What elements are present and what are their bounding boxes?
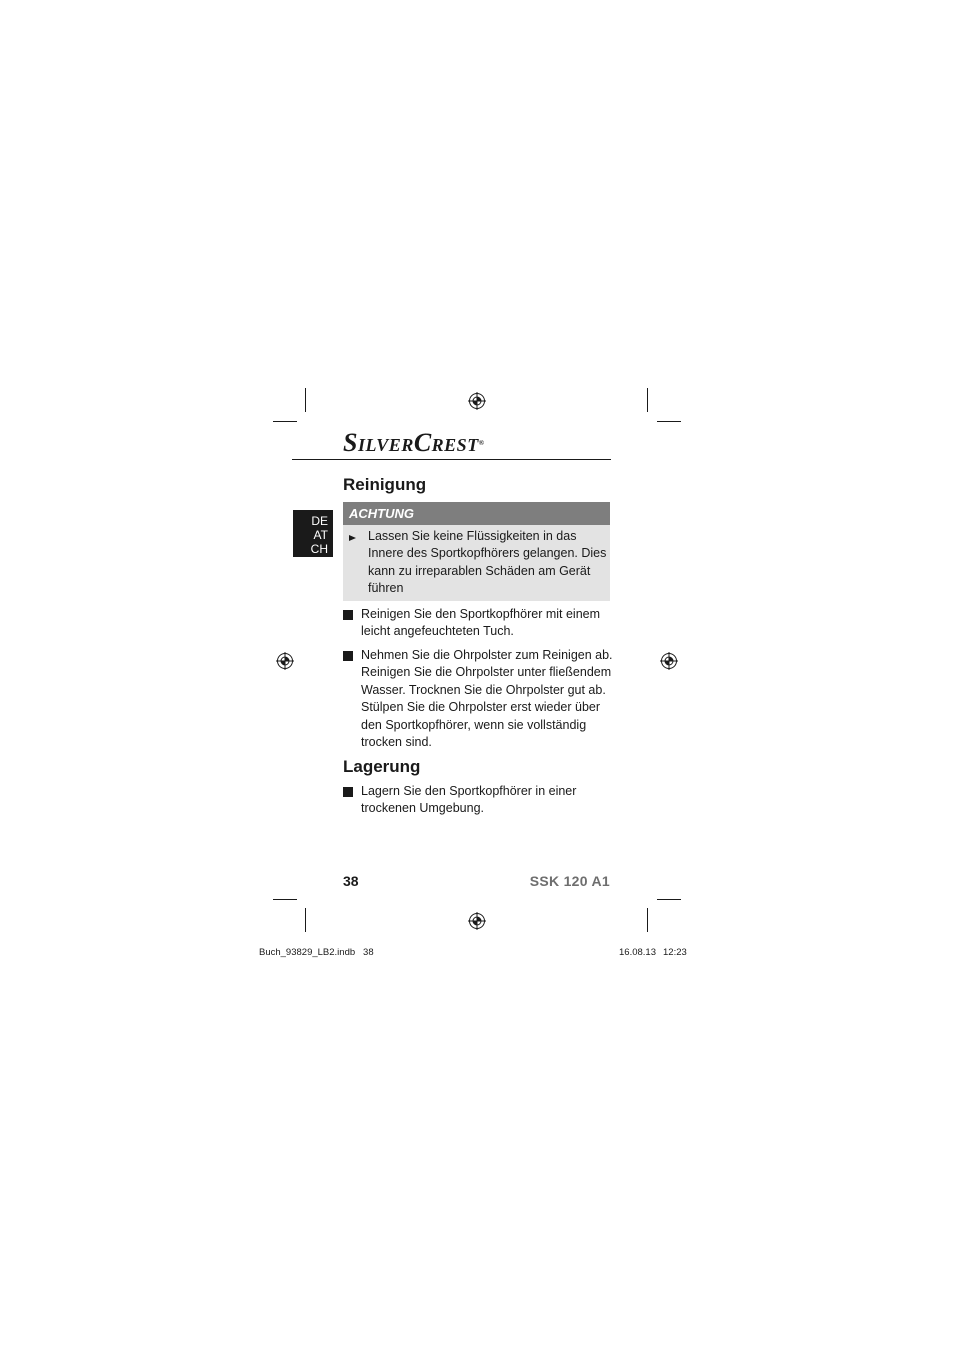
list-item-text: Nehmen Sie die Ohrpolster zum Reinigen ab. Reinigen Sie die Ohrpolster unter fließendem Wasser. Trocknen Sie die Ohrpolster gut ab. Stülpen Sie die Ohrpolster erst wieder über den Sportkopfhörer, wenn sie vollständig trocken sind. <box>361 648 613 750</box>
crop-mark-top-right-vertical <box>647 388 648 412</box>
warning-text: Lassen Sie keine Flüssigkeiten in das Innere des Sportkopfhörers gelangen. Dies kann zu irreparablen Schäden am Gerät führen <box>368 529 607 595</box>
list-item <box>343 783 613 818</box>
section-title-storage: Lagerung <box>343 757 421 776</box>
crop-mark-top-right-horizontal <box>657 421 681 422</box>
page-number: 38 <box>343 873 359 889</box>
crop-mark-bottom-left-horizontal <box>273 899 297 900</box>
crop-mark-top-left-horizontal <box>273 421 297 422</box>
registration-mark-icon <box>660 652 678 670</box>
list-item-text: Reinigen Sie den Sportkopfhörer mit einem leicht angefeuchteten Tuch. <box>361 607 601 639</box>
crop-mark-bottom-right-vertical <box>647 908 648 932</box>
registration-mark-icon <box>276 652 294 670</box>
language-code: DE <box>311 514 328 528</box>
square-bullet-icon <box>343 651 353 661</box>
warning-box <box>343 502 610 601</box>
arrow-right-icon <box>349 535 356 541</box>
registration-mark-icon <box>468 912 486 930</box>
warning-label: ACHTUNG <box>343 502 610 525</box>
print-slug-date: 16.08.13 <box>619 947 656 958</box>
registration-mark-icon <box>468 392 486 410</box>
crop-mark-bottom-left-vertical <box>305 908 306 932</box>
crop-mark-top-left-vertical <box>305 388 306 412</box>
header-rule <box>292 459 611 460</box>
warning-body <box>343 525 610 601</box>
language-tab <box>293 510 333 557</box>
square-bullet-icon <box>343 787 353 797</box>
language-code: CH <box>310 542 328 556</box>
square-bullet-icon <box>343 610 353 620</box>
model-number: SSK 120 A1 <box>529 873 610 889</box>
section-title-cleaning: Reinigung <box>343 475 427 494</box>
crop-mark-bottom-right-horizontal <box>657 899 681 900</box>
print-slug-file: Buch_93829_LB2.indb 38 <box>259 947 374 958</box>
list-item <box>343 606 613 641</box>
list-item <box>343 647 613 751</box>
brand-logo: SILVERCREST® <box>343 428 485 457</box>
language-code: AT <box>313 528 328 542</box>
print-slug-time: 12:23 <box>663 947 687 958</box>
list-item-text: Lagern Sie den Sportkopfhörer in einer trockenen Umgebung. <box>361 784 577 816</box>
